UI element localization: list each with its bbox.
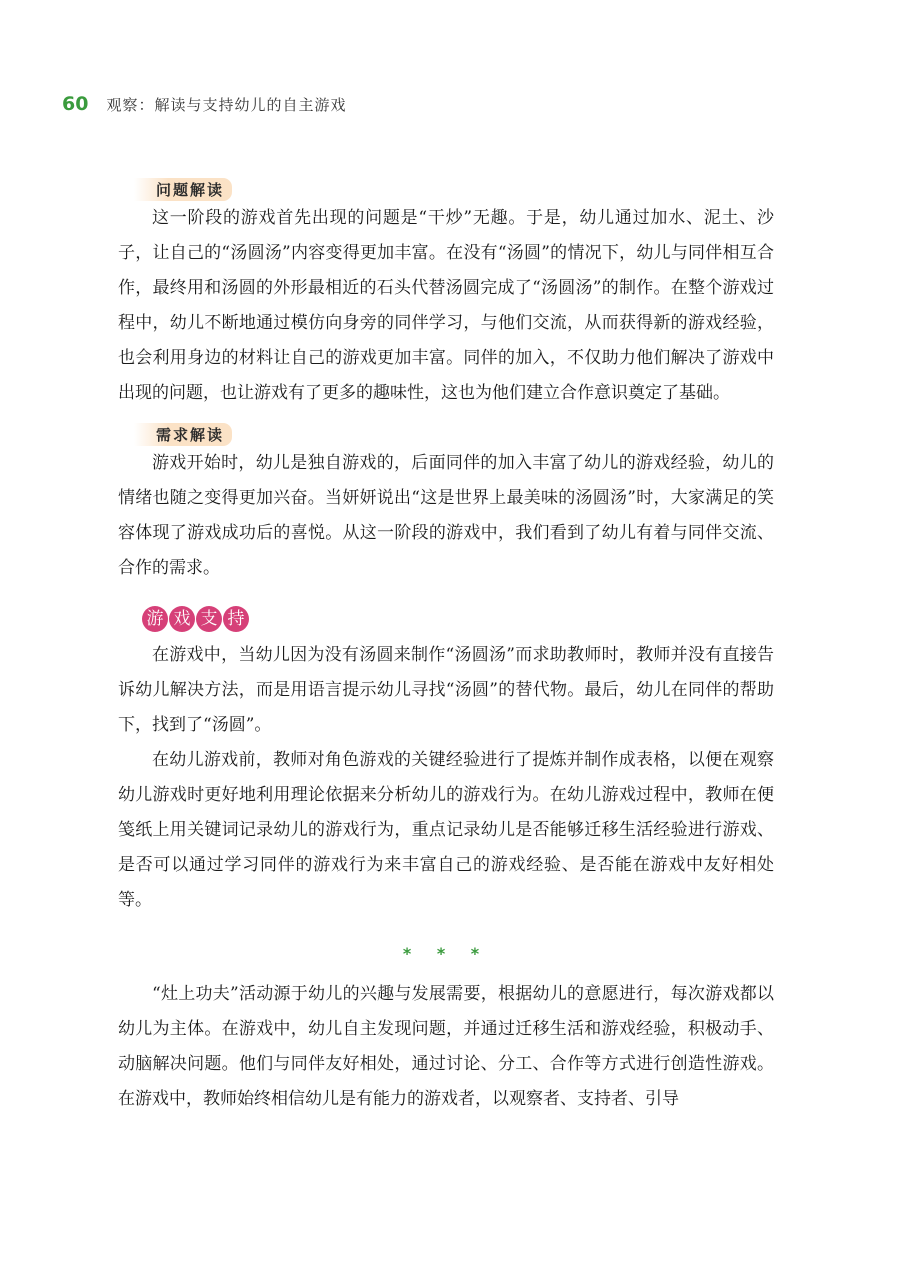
section-divider: * * *: [402, 944, 490, 963]
problem-paragraph: 这一阶段的游戏首先出现的问题是“干炒”无趣。于是，幼儿通过加水、泥土、沙子，让自己的“汤圆汤”内容变得更加丰富。在没有“汤圆”的情况下，幼儿与同伴相互合作，最终用和汤圆的外形最相近的石头代替汤圆完成了“汤圆汤”的制作。在整个游戏过程中，幼儿不断地通过模仿向身旁的同伴学习，与他们交流，从而获得新的游戏经验，也会利用身边的材料让自己的游戏更加丰富。同伴的加入，不仅助力他们解决了游戏中出现的问题，也让游戏有了更多的趣味性，这也为他们建立合作意识奠定了基础。: [118, 208, 774, 403]
support-paragraph-2: 在幼儿游戏前，教师对角色游戏的关键经验进行了提炼并制作成表格，以便在观察幼儿游戏时更好地利用理论依据来分析幼儿的游戏行为。在幼儿游戏过程中，教师在便笺纸上用关键词记录幼儿的游戏行为，重点记录幼儿是否能够迁移生活经验进行游戏、是否可以通过学习同伴的游戏行为来丰富自己的游戏经验、是否能在游戏中友好相处等。: [118, 750, 774, 910]
problem-heading: 问题解读: [134, 178, 232, 201]
support-title-char: 支: [196, 606, 222, 632]
support-section-title: [142, 606, 249, 632]
support-paragraph-1: 在游戏中，当幼儿因为没有汤圆来制作“汤圆汤”而求助教师时，教师并没有直接告诉幼儿解决方法，而是用语言提示幼儿寻找“汤圆”的替代物。最后，幼儿在同伴的帮助下，找到了“汤圆”。: [118, 645, 774, 735]
support-title-char: 戏: [169, 606, 195, 632]
problem-section: [126, 178, 774, 201]
need-paragraph: 游戏开始时，幼儿是独自游戏的，后面同伴的加入丰富了幼儿的游戏经验，幼儿的情绪也随之变得更加兴奋。当妍妍说出“这是世界上最美味的汤圆汤”时，大家满足的笑容体现了游戏成功后的喜悦。从这一阶段的游戏中，我们看到了幼儿有着与同伴交流、合作的需求。: [118, 453, 774, 578]
running-title: 观察：解读与支持幼儿的自主游戏: [106, 95, 347, 114]
page-header: [62, 93, 346, 115]
support-title-char: 游: [142, 606, 168, 632]
page-number: 60: [62, 93, 89, 115]
need-section: [126, 423, 774, 446]
page-body: [118, 178, 774, 1117]
closing-paragraph: “灶上功夫”活动源于幼儿的兴趣与发展需要，根据幼儿的意愿进行，每次游戏都以幼儿为主体。在游戏中，幼儿自主发现问题，并通过迁移生活和游戏经验，积极动手、动脑解决问题。他们与同伴友好相处，通过讨论、分工、合作等方式进行创造性游戏。在游戏中，教师始终相信幼儿是有能力的游戏者，以观察者、支持者、引导: [118, 984, 774, 1109]
support-title-char: 持: [223, 606, 249, 632]
need-heading: 需求解读: [134, 423, 232, 446]
